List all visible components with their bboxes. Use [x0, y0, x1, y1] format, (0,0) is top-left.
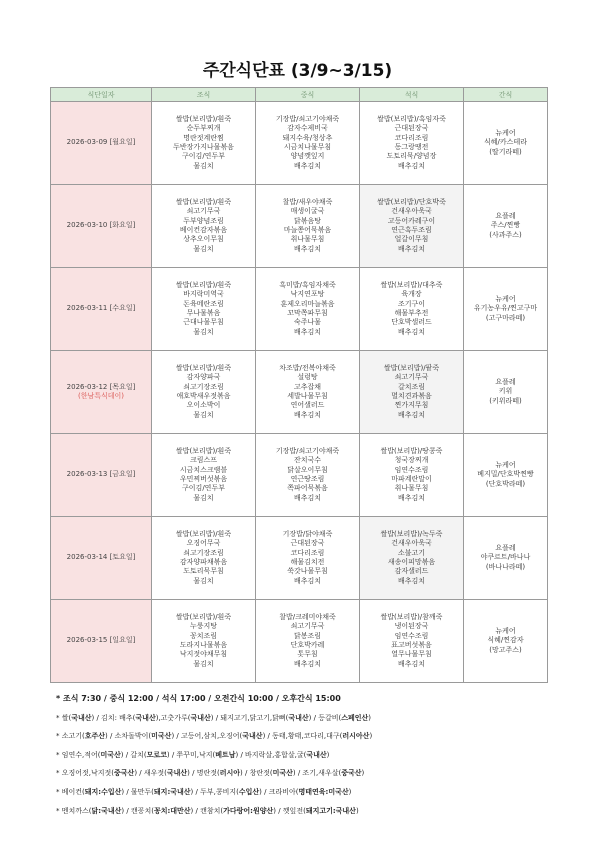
- menu-item: 명란젓계란찜: [183, 133, 224, 142]
- menu-item: 열무나물무침: [391, 650, 432, 659]
- menu-item: 쌀밥(보리밥)/흰죽: [175, 281, 232, 290]
- menu-item: 닭살오이무침: [287, 465, 328, 474]
- menu-item: 낙지연포탕: [290, 290, 325, 299]
- menu-item: 뉴케어: [495, 295, 516, 304]
- origin-country: 명태연육:미국산: [298, 787, 349, 796]
- menu-item: 감자수제비국: [287, 124, 328, 133]
- breakfast-cell: [152, 185, 256, 268]
- menu-item: 연어샐러드: [290, 401, 325, 410]
- menu-item: 오이소박이: [186, 401, 221, 410]
- date-cell: [51, 185, 152, 268]
- menu-item: 기장밥/닭야채죽: [282, 530, 333, 539]
- origin-text: ): [348, 787, 352, 796]
- origin-text: ) / 김치: 배추(: [91, 713, 136, 722]
- menu-item: 얼갈이무침: [394, 235, 429, 244]
- origin-text: ): [355, 806, 359, 815]
- menu-item: 임연수조림: [394, 631, 429, 640]
- origin-text: ) / 쭈꾸미,낙지(: [166, 750, 216, 759]
- menu-item: 코다리조림: [394, 133, 429, 142]
- dinner-cell: [360, 351, 464, 434]
- menu-item: 우민찌버섯볶음: [179, 475, 228, 483]
- header-row: [51, 88, 548, 102]
- menu-item: 애호박새우젓볶음: [176, 392, 231, 400]
- dinner-cell: [360, 102, 464, 185]
- snack-cell: [464, 185, 548, 268]
- menu-item: 요플레: [495, 544, 516, 553]
- menu-item: 쌀밥(보리밥)/흰죽: [175, 364, 232, 373]
- menu-item: 쌀밥(보리밥)/단호박죽: [377, 198, 446, 207]
- menu-item: 도토리묵무침: [183, 567, 224, 576]
- origin-country: 러시아산: [342, 732, 370, 741]
- menu-item: 쌀밥(보리밥)/팥죽: [383, 364, 440, 373]
- lunch-cell: [256, 268, 360, 351]
- dinner-cell: [360, 600, 464, 683]
- origin-country: 국내산: [135, 713, 156, 722]
- dinner-cell: [360, 517, 464, 600]
- origin-text: ): [369, 732, 373, 741]
- origin-country: 중국산: [114, 769, 135, 778]
- menu-item: 단호박카레: [290, 641, 325, 649]
- menu-item: 물김치: [193, 493, 214, 502]
- menu-item: 돼지수육/청상추: [282, 133, 333, 142]
- origin-text: ) / 등갈비(: [308, 713, 342, 722]
- origin-country: 돼지:수입산: [84, 787, 122, 796]
- menu-item: 돈육메란조림: [183, 299, 224, 308]
- menu-item: 단호박샐러드: [391, 318, 432, 327]
- menu-item: 쌀밥(보리밥)/녹두죽: [380, 530, 443, 539]
- table-row: [51, 268, 548, 351]
- menu-item: 쇠고기무국: [394, 373, 429, 382]
- origin-text: ) / 깻잎전(: [273, 806, 306, 815]
- menu-item: 고추잡채: [293, 382, 322, 391]
- menu-item: 감자샐러드: [394, 567, 429, 576]
- menu-item: 세발나물무침: [287, 392, 328, 400]
- menu-item: 건새우아욱국: [391, 207, 432, 216]
- header-breakfast: 조식: [152, 88, 256, 102]
- origin-country: 돼지:국내산: [153, 787, 191, 796]
- menu-item: 훈제오리마늘볶음: [280, 299, 335, 308]
- date-label: 2026-03-11 [수요일]: [66, 304, 136, 313]
- date-cell: [51, 434, 152, 517]
- snack-cell: [464, 102, 548, 185]
- menu-item: 근대된장국: [290, 539, 325, 548]
- menu-item: 조기구이: [397, 299, 426, 308]
- menu-item: 주스/찐빵: [490, 221, 521, 230]
- notes-section: [56, 690, 576, 820]
- menu-item: 임연수조림: [394, 465, 429, 474]
- origin-text: ) / 명란젓(: [187, 769, 220, 778]
- origin-text: ) / 돼지고기,닭고기,닭뼈(: [210, 713, 289, 722]
- menu-item: 꽁치조림: [189, 631, 218, 640]
- origin-country: 러시아: [219, 769, 241, 778]
- origin-text: ) / 조기,새우살(: [292, 769, 342, 778]
- weekly-menu-table: [50, 87, 548, 683]
- page-title: 주간식단표 (3/9~3/15): [202, 61, 393, 81]
- menu-item: 물김치: [193, 576, 214, 585]
- menu-item: 배추김치: [397, 576, 426, 585]
- menu-item: 시금치스크램블: [179, 465, 228, 474]
- origin-country: 가다랑어:원양산: [223, 806, 274, 815]
- menu-item: 물김치: [193, 244, 214, 253]
- menu-item: (딸기라떼): [489, 147, 522, 156]
- menu-item: 식혜/카스테라: [484, 138, 527, 147]
- menu-item: 마파계란말이: [391, 475, 432, 483]
- menu-item: (단호박라떼): [485, 479, 526, 488]
- menu-item: 연근흑두조림: [391, 226, 432, 234]
- origin-text: ) / 캔참치(: [190, 806, 224, 815]
- menu-item: 배추김치: [293, 161, 322, 170]
- menu-item: 매생이굴국: [290, 207, 325, 216]
- breakfast-cell: [152, 600, 256, 683]
- table-row: [51, 351, 548, 434]
- origin-country: 수입산: [238, 787, 260, 796]
- origin-text: * 소고기(: [56, 732, 85, 741]
- date-cell: [51, 102, 152, 185]
- menu-item: 쑥갓나물무침: [287, 567, 328, 576]
- menu-item: 오징어무국: [186, 539, 221, 548]
- menu-item: 구이김/연두부: [182, 152, 225, 161]
- origin-text: ): [361, 769, 365, 778]
- menu-item: 건새우아욱국: [391, 539, 432, 548]
- menu-item: (사과주스): [489, 230, 522, 239]
- menu-item: 새송이피망볶음: [387, 558, 436, 566]
- lunch-cell: [256, 517, 360, 600]
- lunch-cell: [256, 434, 360, 517]
- origin-country: 미국산: [151, 732, 172, 741]
- menu-item: 쌀밥(보리밥)/흰죽: [175, 115, 232, 124]
- snack-cell: [464, 517, 548, 600]
- menu-item: 물김치: [193, 327, 214, 336]
- menu-item: 갈치조림: [397, 382, 426, 391]
- origin-text: ) / 갈치(: [120, 750, 147, 759]
- menu-item: 요플레: [495, 212, 516, 221]
- menu-item: 물김치: [193, 659, 214, 668]
- menu-item: 무나물볶음: [186, 309, 221, 317]
- origin-country: 미국산: [272, 769, 293, 778]
- menu-item: 육개장: [401, 290, 422, 299]
- menu-item: 배추김치: [293, 244, 322, 253]
- menu-item: 설렁탕: [297, 373, 318, 382]
- dinner-cell: [360, 185, 464, 268]
- menu-item: 배추김치: [293, 327, 322, 336]
- origin-text: ),고춧가루(: [155, 713, 191, 722]
- origin-text: * 오징어젓,낙지젓(: [56, 769, 115, 778]
- menu-item: 흑미밥/흑임자채죽: [279, 281, 336, 290]
- header-dinner: 석식: [360, 88, 464, 102]
- menu-item: 감자양파채볶음: [179, 558, 228, 566]
- menu-item: 시금치나물무침: [283, 143, 332, 151]
- origin-note-line: [56, 802, 576, 821]
- table-row: [51, 185, 548, 268]
- date-label: 2026-03-10 [화요일]: [66, 221, 136, 230]
- origin-country: 돼지고기:국내산: [305, 806, 356, 815]
- origin-note-line: [56, 746, 576, 765]
- menu-item: 감자양파국: [186, 373, 221, 382]
- menu-item: 동그랑땡전: [394, 143, 429, 151]
- menu-item: 해물김치전: [290, 558, 325, 566]
- menu-item: 찰밥/새우야채죽: [282, 198, 333, 207]
- menu-item: 누룽지탕: [189, 622, 218, 631]
- menu-item: 물김치: [193, 410, 214, 419]
- lunch-cell: [256, 600, 360, 683]
- origin-text: ) / 캔꽁치(: [121, 806, 154, 815]
- origin-country: 모로코: [146, 750, 167, 759]
- origin-text: * 임연수,적어(: [56, 750, 101, 759]
- menu-item: 바지락미역국: [183, 290, 224, 299]
- origin-country: 국내산: [190, 713, 211, 722]
- menu-item: (바나나라떼): [485, 562, 526, 571]
- menu-item: 구이김/연두부: [182, 484, 225, 493]
- origin-text: ) / 고등어,삼치,오징어(: [171, 732, 243, 741]
- menu-item: 쌀밥(보리밥)/참깨죽: [380, 613, 443, 622]
- origin-country: 국내산: [242, 732, 263, 741]
- menu-item: 배추김치: [293, 659, 322, 668]
- menu-item: 상추오이무침: [183, 235, 224, 244]
- menu-item: 표고버섯볶음: [391, 641, 432, 649]
- origin-country: 미국산: [100, 750, 121, 759]
- date-cell: [51, 600, 152, 683]
- menu-item: 기장밥/쇠고기야채죽: [275, 447, 340, 456]
- menu-item: 소불고기: [397, 548, 426, 557]
- menu-item: 배추김치: [397, 659, 426, 668]
- dinner-cell: [360, 268, 464, 351]
- menu-item: 배추김치: [397, 161, 426, 170]
- event-label: (한남특식데이): [77, 392, 125, 400]
- table-row: [51, 600, 548, 683]
- menu-item: 순두부찌개: [186, 124, 221, 133]
- menu-item: 잔치국수: [293, 456, 322, 465]
- menu-item: 코다리조림: [290, 548, 325, 557]
- origin-country: 국내산: [166, 769, 188, 778]
- menu-item: 두반장가지나물볶음: [173, 143, 234, 151]
- dinner-cell: [360, 434, 464, 517]
- origin-text: * 베이컨(: [56, 787, 85, 796]
- menu-item: 근대나물무침: [183, 318, 224, 327]
- menu-item: 냉이된장국: [394, 622, 429, 631]
- origin-text: ): [326, 750, 330, 759]
- menu-item: 도토리묵/양념장: [386, 152, 437, 161]
- date-label: 2026-03-15 [일요일]: [66, 636, 136, 645]
- table-row: [51, 102, 548, 185]
- menu-item: 취나물무침: [290, 235, 325, 244]
- menu-item: 취나물무침: [394, 484, 429, 493]
- menu-item: 고등어카레구이: [387, 216, 436, 225]
- menu-item: 쌀밥(보리밥)/대추죽: [380, 281, 443, 290]
- breakfast-cell: [152, 434, 256, 517]
- menu-item: 뉴케어: [495, 129, 516, 138]
- menu-item: 배추김치: [293, 576, 322, 585]
- menu-item: 배추김치: [397, 244, 426, 253]
- origin-text: ) / 물만두(: [121, 787, 154, 796]
- menu-item: 배추김치: [293, 410, 322, 419]
- origin-text: ) / 바지락살,홍합살,굴(: [235, 750, 307, 759]
- menu-item: 찰밥/크레미야채죽: [279, 613, 336, 622]
- origin-country: 국내산: [71, 713, 92, 722]
- header-lunch: 중식: [256, 88, 360, 102]
- menu-item: 뉴케어: [495, 627, 516, 636]
- meal-hours: * 조식 7:30 / 중식 12:00 / 석식 17:00 / 오전간식 10:00 / 오후간식 15:00: [56, 694, 341, 703]
- menu-item: 찐가지무침: [394, 401, 429, 410]
- menu-item: 낙지젓야채무침: [179, 650, 228, 659]
- menu-item: 쇠고기장조림: [183, 382, 224, 391]
- snack-cell: [464, 351, 548, 434]
- menu-item: 닭봉조림: [293, 631, 322, 640]
- origin-note-line: [56, 764, 576, 783]
- lunch-cell: [256, 351, 360, 434]
- menu-item: 쪽파어묵볶음: [287, 484, 328, 493]
- menu-item: 쇠고기장조림: [183, 548, 224, 557]
- table-row: [51, 517, 548, 600]
- menu-item: 유기농우유/찐고구마: [473, 304, 538, 313]
- origin-country: 스페인산: [341, 713, 369, 722]
- menu-item: 베이컨감자볶음: [179, 226, 228, 234]
- origin-note-line: [56, 783, 576, 802]
- origin-country: 꽁치:대만산: [153, 806, 191, 815]
- menu-item: 키위: [498, 387, 513, 396]
- menu-item: 쇠고기무국: [290, 622, 325, 631]
- date-cell: [51, 268, 152, 351]
- lunch-cell: [256, 185, 360, 268]
- menu-item: 요플레: [495, 378, 516, 387]
- menu-item: 해물부추전: [394, 309, 429, 317]
- menu-item: 베지밀/단호박찐빵: [477, 470, 534, 479]
- date-label: 2026-03-09 [월요일]: [66, 138, 136, 147]
- menu-item: (망고주스): [489, 645, 522, 654]
- origin-note-line: [56, 727, 576, 746]
- breakfast-cell: [152, 517, 256, 600]
- menu-item: 도라지나물볶음: [179, 641, 228, 649]
- menu-item: (고구마라떼): [485, 313, 526, 322]
- menu-item: 쌀밥(보리밥)/땅콩죽: [380, 447, 443, 456]
- menu-item: 쌀밥(보리밥)/흰죽: [175, 198, 232, 207]
- snack-cell: [464, 600, 548, 683]
- origin-text: * 멘치까스(: [56, 806, 92, 815]
- menu-item: 크림스프: [189, 456, 218, 465]
- menu-item: 연근땅조림: [290, 475, 325, 483]
- origin-text: ): [368, 713, 372, 722]
- menu-item: 차조밥/전복야채죽: [279, 364, 336, 373]
- origin-text: ) / 크라비아(: [259, 787, 299, 796]
- date-label: 2026-03-13 [금요일]: [66, 470, 136, 479]
- menu-item: 청국장찌개: [394, 456, 429, 465]
- menu-item: 두부양념조림: [183, 216, 224, 225]
- snack-cell: [464, 434, 548, 517]
- menu-item: 배추김치: [397, 327, 426, 336]
- origin-country: 국내산: [306, 750, 327, 759]
- menu-item: 배추김치: [293, 493, 322, 502]
- origin-note-line: [56, 709, 576, 728]
- origin-text: * 쌀(: [56, 713, 72, 722]
- snack-cell: [464, 268, 548, 351]
- menu-item: 식혜/찐감자: [487, 636, 524, 645]
- menu-item: 톳무침: [297, 650, 318, 659]
- origin-country: 중국산: [341, 769, 362, 778]
- breakfast-cell: [152, 351, 256, 434]
- menu-item: 쇠고기무국: [186, 207, 221, 216]
- origin-country: 베트남: [215, 750, 236, 759]
- date-cell: [51, 517, 152, 600]
- menu-item: 마늘쫑어묵볶음: [283, 226, 332, 234]
- date-cell: [51, 351, 152, 434]
- menu-item: (키위라떼): [489, 396, 522, 405]
- breakfast-cell: [152, 268, 256, 351]
- menu-item: 야쿠르트/바나나: [480, 553, 531, 562]
- date-label: 2026-03-14 [토요일]: [66, 553, 136, 562]
- menu-item: 근대된장국: [394, 124, 429, 133]
- date-label: 2026-03-12 [목요일]: [66, 382, 136, 391]
- menu-item: 물김치: [193, 161, 214, 170]
- breakfast-cell: [152, 102, 256, 185]
- menu-item: 배추김치: [397, 410, 426, 419]
- menu-item: 뉴케어: [495, 461, 516, 470]
- menu-item: 쌀밥(보리밥)/흰죽: [175, 447, 232, 456]
- menu-item: 멸치견과볶음: [391, 392, 432, 400]
- lunch-cell: [256, 102, 360, 185]
- menu-item: 쌀밥(보리밥)/흰죽: [175, 530, 232, 539]
- menu-item: 쌀밥(보리밥)/흰죽: [175, 613, 232, 622]
- table-row: [51, 434, 548, 517]
- origin-country: 호주산: [84, 732, 106, 741]
- menu-item: 숙주나물: [293, 318, 322, 327]
- menu-item: 기장밥/쇠고기야채죽: [275, 115, 340, 124]
- origin-text: ) / 소차돌박이(: [105, 732, 152, 741]
- menu-item: 닭볶음탕: [293, 216, 322, 225]
- origin-text: ) / 동태,황태,코다리,대구(: [262, 732, 343, 741]
- origin-notes: [56, 709, 576, 821]
- menu-item: 꼬막쪽파무침: [287, 309, 328, 317]
- header-date: 식단일자: [51, 88, 152, 102]
- menu-item: 배추김치: [397, 493, 426, 502]
- header-snack: 간식: [464, 88, 548, 102]
- origin-text: ) / 새우젓(: [134, 769, 167, 778]
- origin-text: ) / 두부,콩비지(: [190, 787, 239, 796]
- origin-country: 국내산: [288, 713, 309, 722]
- origin-text: ) / 창란젓(: [240, 769, 273, 778]
- origin-country: 닭:국내산: [91, 806, 122, 815]
- menu-item: 쌀밥(보리밥)/흑임자죽: [377, 115, 446, 124]
- menu-item: 양념깻잎지: [290, 152, 325, 161]
